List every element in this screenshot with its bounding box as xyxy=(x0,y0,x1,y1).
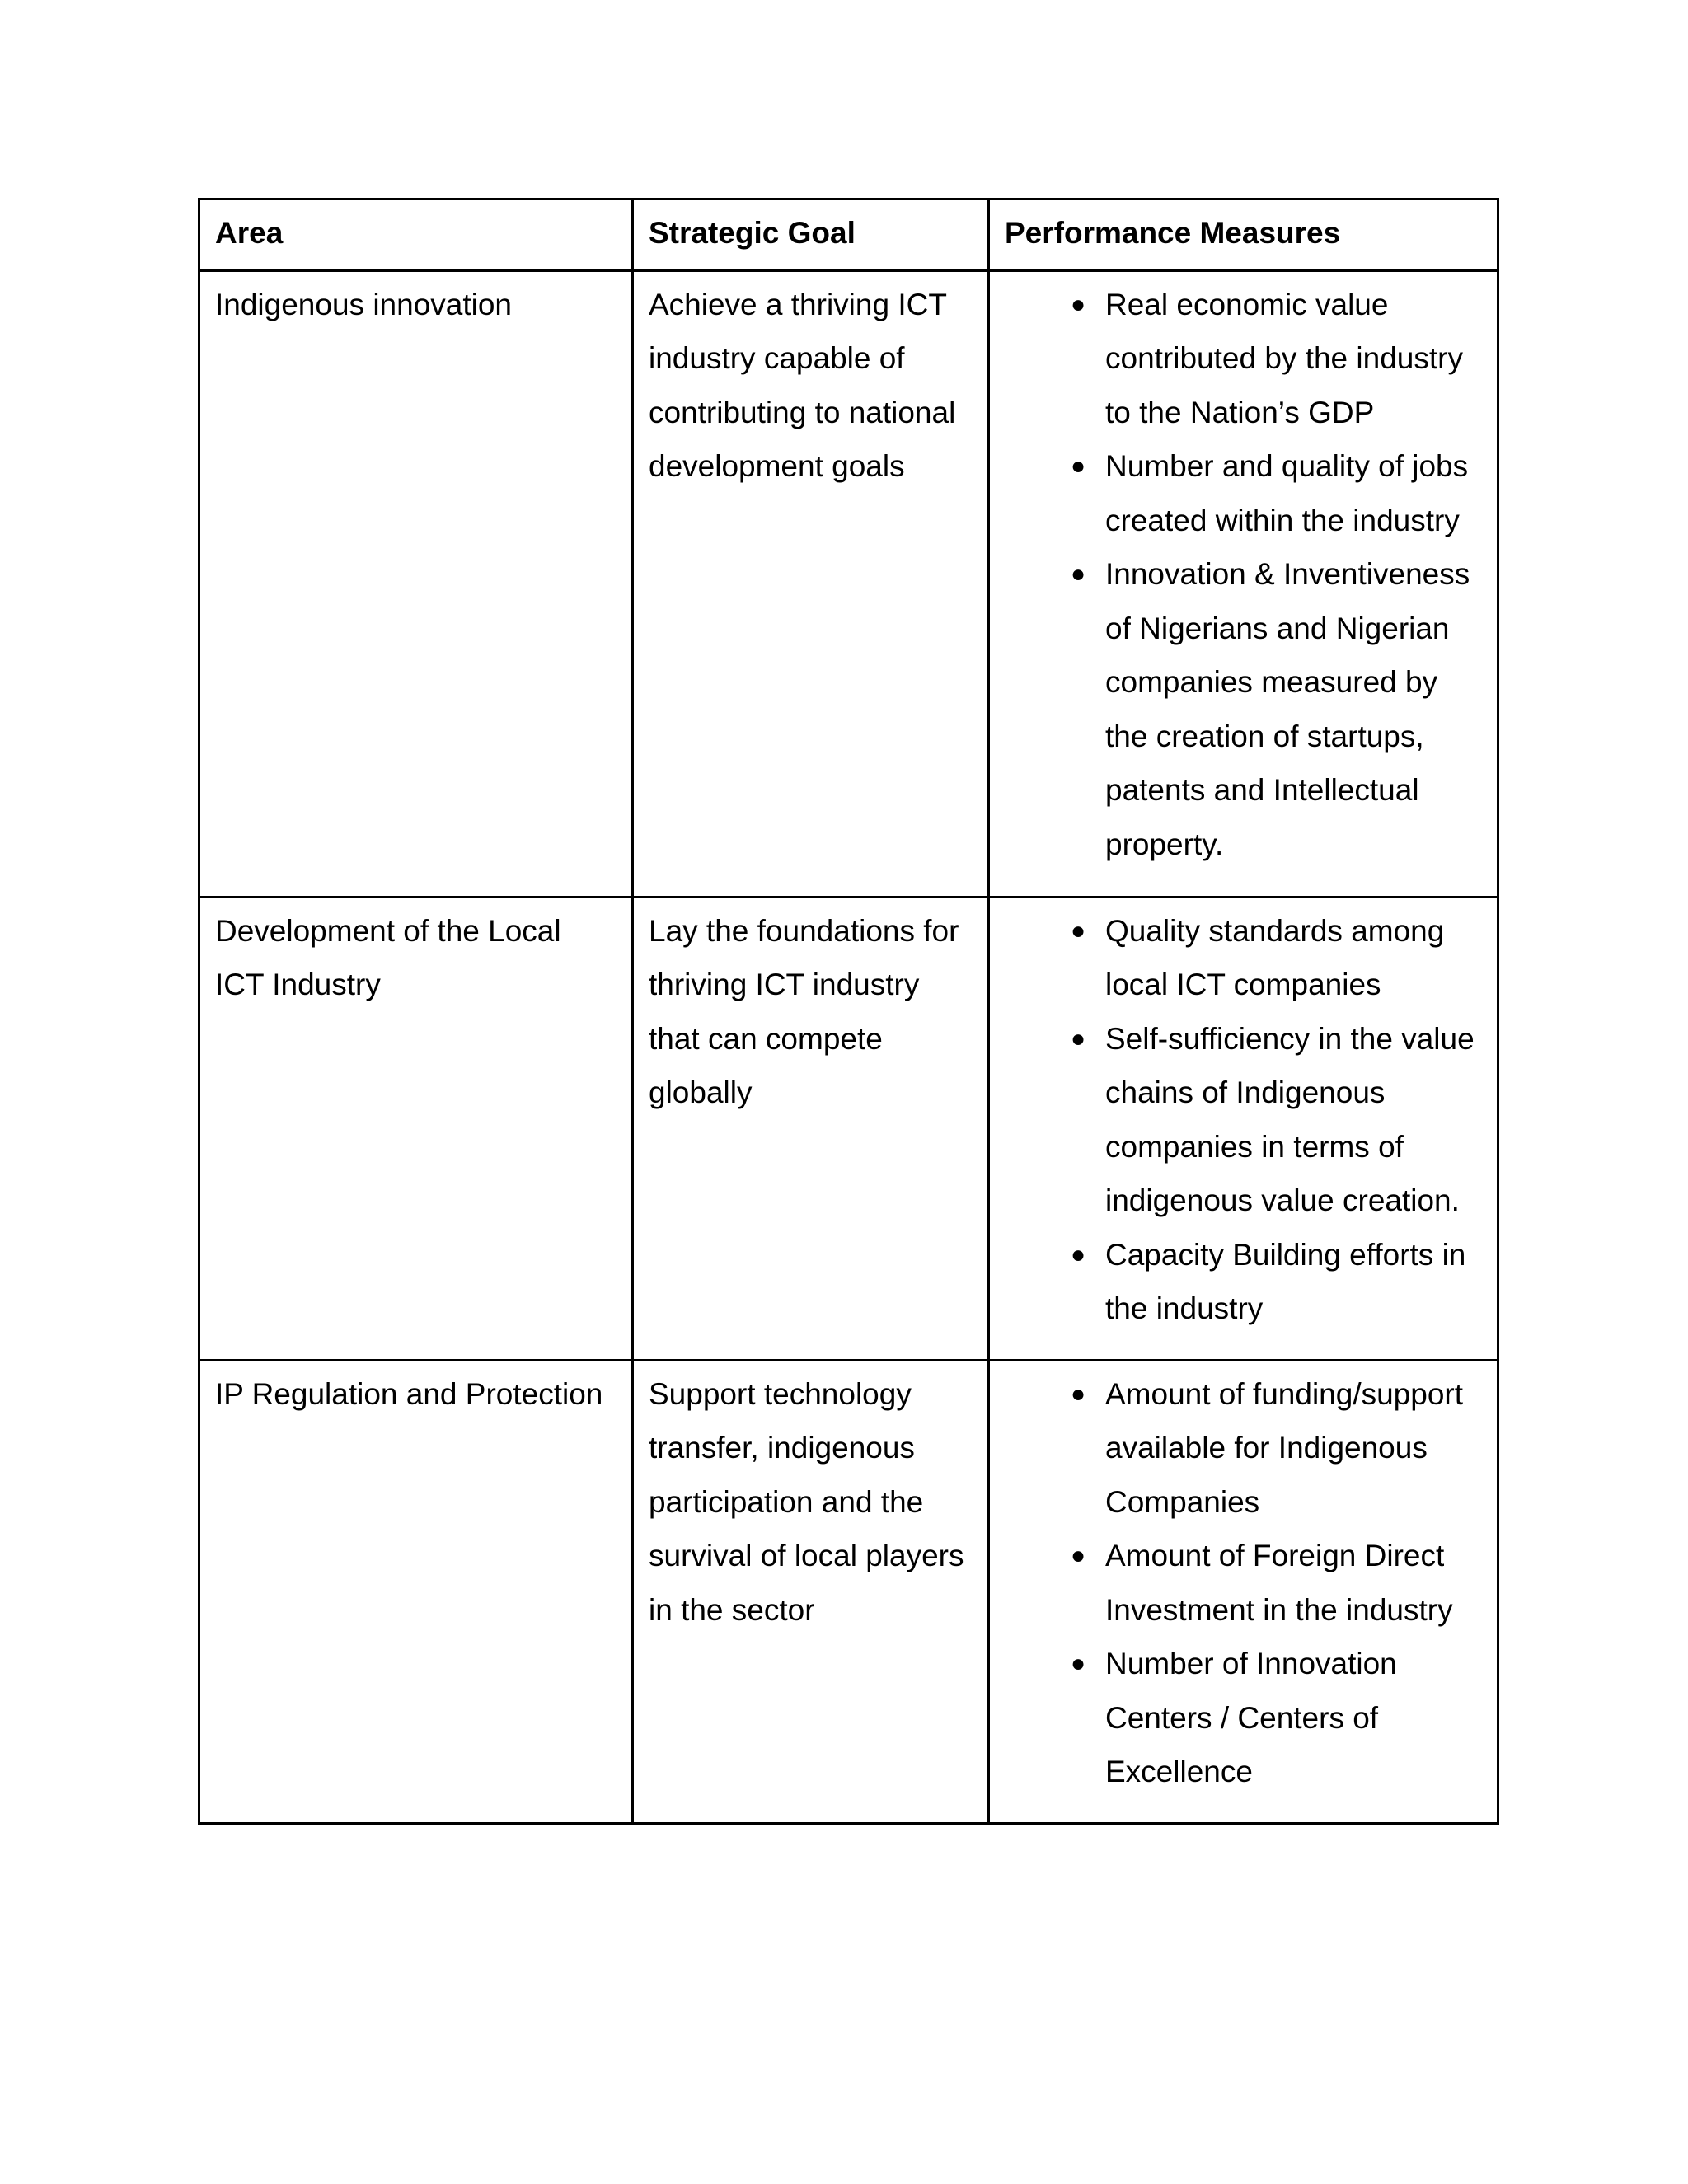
measures-cell xyxy=(989,1360,1498,1823)
table-header-row xyxy=(199,199,1498,271)
measure-text: Number and quality of jobs created within the industry xyxy=(1105,449,1469,537)
measures-cell xyxy=(989,270,1498,897)
table-row xyxy=(199,1360,1498,1823)
bullet-icon: ● xyxy=(1071,1542,1086,1569)
measure-text: Amount of funding/support available for Indigenous Companies xyxy=(1105,1376,1464,1519)
measure-text: Number of Innovation Centers / Centers of Excellence xyxy=(1105,1647,1397,1788)
area-cell: Indigenous innovation xyxy=(199,270,633,897)
bullet-icon: ● xyxy=(1071,1380,1086,1408)
measure-text: Innovation & Inventiveness of Nigerians and Nigerian companies measured by the creation of startups, patents and Intellectual property. xyxy=(1105,557,1470,861)
table-row xyxy=(199,270,1498,897)
measure-item xyxy=(1005,547,1484,871)
measure-item xyxy=(1005,904,1484,1012)
area-cell: IP Regulation and Protection xyxy=(199,1360,633,1823)
bullet-icon: ● xyxy=(1071,916,1086,944)
bullet-icon: ● xyxy=(1071,290,1086,318)
strategy-table xyxy=(198,198,1499,1825)
header-strategic-goal: Strategic Goal xyxy=(633,199,989,271)
measures-list xyxy=(1005,1367,1484,1799)
measure-item xyxy=(1005,1529,1484,1637)
measures-list xyxy=(1005,278,1484,872)
header-performance-measures: Performance Measures xyxy=(989,199,1498,271)
area-cell: Development of the Local ICT Industry xyxy=(199,897,633,1360)
measure-item xyxy=(1005,439,1484,547)
measure-text: Real economic value contributed by the industry to the Nation’s GDP xyxy=(1105,287,1463,429)
measures-cell xyxy=(989,897,1498,1360)
measure-item xyxy=(1005,1637,1484,1799)
goal-cell: Support technology transfer, indigenous participation and the survival of local players in the sector xyxy=(633,1360,989,1823)
bullet-icon: ● xyxy=(1071,560,1086,588)
measure-item xyxy=(1005,1367,1484,1530)
measure-item xyxy=(1005,1228,1484,1336)
header-area: Area xyxy=(199,199,633,271)
bullet-icon: ● xyxy=(1071,1650,1086,1677)
measure-item xyxy=(1005,278,1484,440)
bullet-icon: ● xyxy=(1071,1024,1086,1052)
goal-cell: Achieve a thriving ICT industry capable of contributing to national development goals xyxy=(633,270,989,897)
goal-cell: Lay the foundations for thriving ICT industry that can compete globally xyxy=(633,897,989,1360)
measure-item xyxy=(1005,1012,1484,1228)
table-row xyxy=(199,897,1498,1360)
measure-text: Amount of Foreign Direct Investment in the industry xyxy=(1105,1539,1453,1627)
bullet-icon: ● xyxy=(1071,452,1086,480)
measures-list xyxy=(1005,904,1484,1336)
measure-text: Self-sufficiency in the value chains of Indigenous companies in terms of indigenous value creation. xyxy=(1105,1021,1475,1217)
measure-text: Quality standards among local ICT companies xyxy=(1105,913,1445,1001)
measure-text: Capacity Building efforts in the industry xyxy=(1105,1237,1466,1325)
bullet-icon: ● xyxy=(1071,1240,1086,1268)
